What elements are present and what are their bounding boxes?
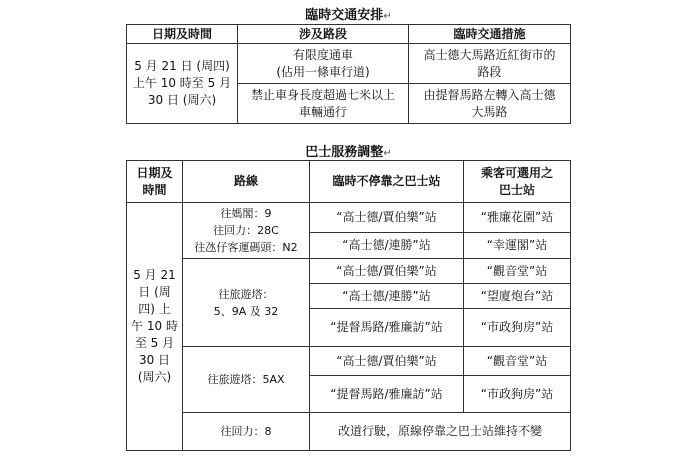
header-route: 路線 bbox=[183, 161, 310, 203]
header-traffic-measure: 臨時交通措施 bbox=[409, 25, 571, 44]
note-cell: 改道行駛，原線停靠之巴士站維持不變 bbox=[310, 413, 571, 451]
stop-cell: “高士德/連勝”站 bbox=[310, 284, 464, 309]
measure-cell: 由提督馬路左轉入高士德 大馬路 bbox=[409, 84, 571, 124]
stop-cell: “高士德/賈伯樂”站 bbox=[310, 347, 464, 376]
bus-table bbox=[126, 160, 571, 451]
section-cell: 禁止車身長度超過七米以上 車輛通行 bbox=[238, 84, 409, 124]
alt-stop-cell: “雅廉花園”站 bbox=[464, 203, 571, 233]
alt-stop-cell: “觀音堂”站 bbox=[464, 259, 571, 284]
date-cell: 5 月 21 日 (周 四) 上 午 10 時 至 5 月 30 日 (周六) bbox=[127, 203, 183, 451]
header-skipped-stop: 臨時不停靠之巴士站 bbox=[310, 161, 464, 203]
date-cell: 5 月 21 日 (周四) 上午 10 時至 5 月 30 日 (周六) bbox=[127, 44, 238, 124]
alt-stop-cell: “市政狗房”站 bbox=[464, 309, 571, 347]
stop-cell: “高士德/連勝”站 bbox=[310, 233, 464, 259]
section-cell: 有限度通車 (佔用一條車行道) bbox=[238, 44, 409, 84]
measure-cell: 高士德大馬路近紅街市的 路段 bbox=[409, 44, 571, 84]
stop-cell: “提督馬路/雅廉訪”站 bbox=[310, 309, 464, 347]
alt-stop-cell: “市政狗房”站 bbox=[464, 376, 571, 413]
route-cell: 往媽閣：9 往回力：28C 往氹仔客運碼頭：N2 bbox=[183, 203, 310, 259]
header-road-section: 涉及路段 bbox=[238, 25, 409, 44]
header-date-time: 日期及 時間 bbox=[127, 161, 183, 203]
route-cell: 往回力：8 bbox=[183, 413, 310, 451]
stop-cell: “高士德/賈伯樂”站 bbox=[310, 203, 464, 233]
title-traffic-arrangement: 臨時交通安排↵ bbox=[305, 8, 392, 23]
title-bus-adjustment: 巴士服務調整↵ bbox=[305, 145, 392, 160]
route-cell: 往旅遊塔： 5、9A 及 32 bbox=[183, 259, 310, 347]
alt-stop-cell: “觀音堂”站 bbox=[464, 347, 571, 376]
header-alternative-stop: 乘客可選用之 巴士站 bbox=[464, 161, 571, 203]
header-date-time: 日期及時間 bbox=[127, 25, 238, 44]
stop-cell: “提督馬路/雅廉訪”站 bbox=[310, 376, 464, 413]
stop-cell: “高士德/賈伯樂”站 bbox=[310, 259, 464, 284]
alt-stop-cell: “望廈炮台”站 bbox=[464, 284, 571, 309]
traffic-table bbox=[126, 24, 571, 124]
alt-stop-cell: “幸運閣”站 bbox=[464, 233, 571, 259]
route-cell: 往旅遊塔：5AX bbox=[183, 347, 310, 413]
